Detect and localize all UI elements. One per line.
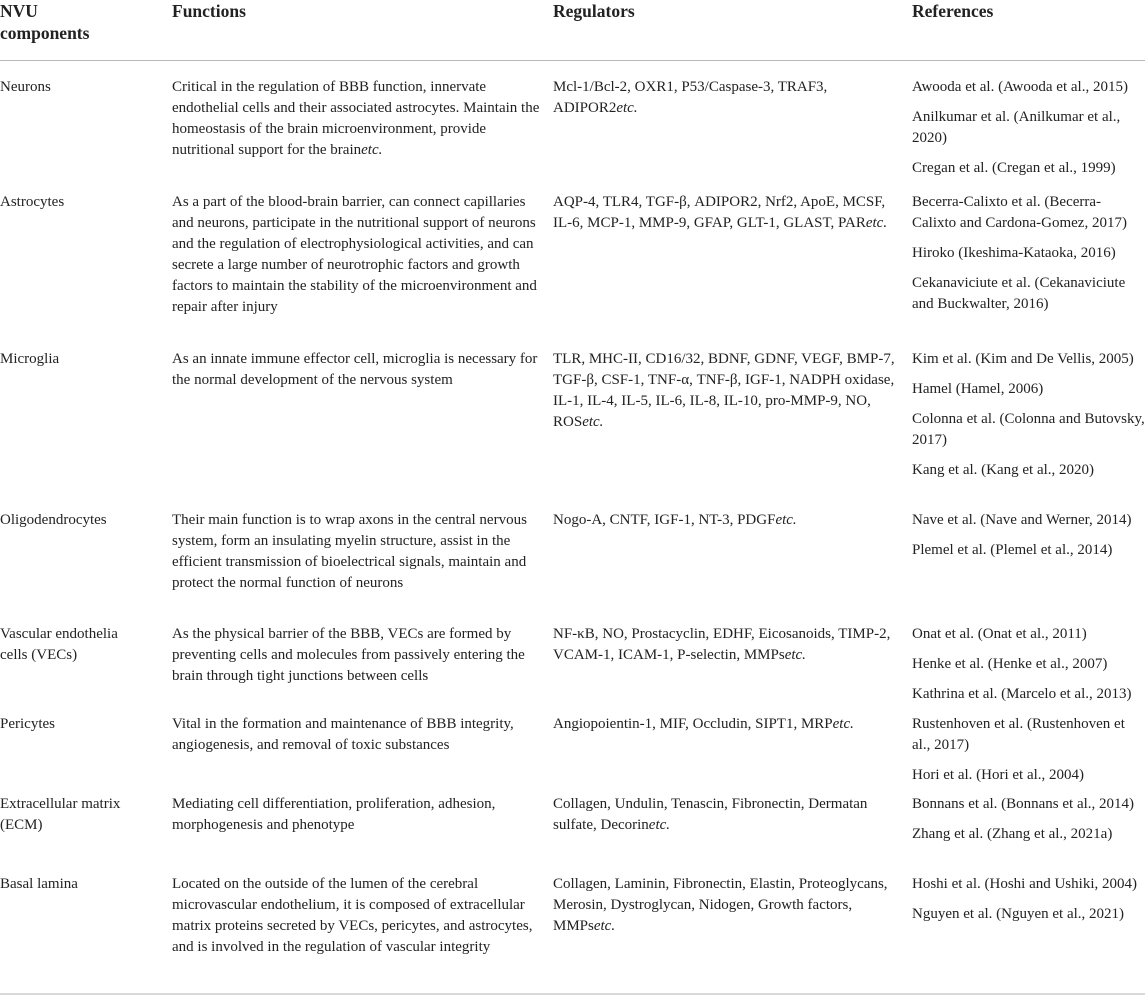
reference-item: Nguyen et al. (Nguyen et al., 2021): [912, 906, 1125, 922]
reference-item: Zhang et al. (Zhang et al., 2021a): [912, 826, 1113, 842]
regulators-etc: etc.: [865, 215, 888, 231]
regulators-text: TLR, MHC-II, CD16/32, BDNF, GDNF, VEGF, BMP-7, TGF-β, CSF-1, TNF-α, TNF-β, IGF-1, NADPH oxidase, IL-1, IL-4, IL-5, IL-6, IL-8, IL-10, pro-MMP-9, NO, ROS: [553, 351, 895, 430]
function-cell: [172, 874, 540, 958]
reference-item: Rustenhoven et al. (Rustenhoven et al., 2017): [912, 716, 1125, 753]
reference-item: Kathrina et al. (Marcelo et al., 2013): [912, 686, 1132, 702]
header-references: References: [912, 1, 994, 21]
references-cell: [912, 77, 1145, 179]
function-etc: etc.: [361, 142, 383, 158]
reference-item: Awooda et al. (Awooda et al., 2015): [912, 79, 1128, 95]
function-text: Their main function is to wrap axons in the central nervous system, form an insulating myelin structure, assist in the efficient transmission of bioelectrical signals, maintain and protect the normal function of neurons: [172, 512, 527, 591]
regulators-etc: etc.: [784, 647, 806, 663]
component-cell: Basal lamina: [0, 876, 78, 892]
component-cell: Extracellular matrix (ECM): [0, 796, 121, 833]
function-cell: [172, 624, 540, 687]
references-cell: [912, 624, 1145, 705]
component-cell: Pericytes: [0, 716, 55, 732]
regulators-etc: etc.: [775, 512, 797, 528]
function-cell: [172, 192, 540, 318]
component-cell: Astrocytes: [0, 194, 65, 210]
references-cell: [912, 349, 1145, 481]
regulators-text: Mcl-1/Bcl-2, OXR1, P53/Caspase-3, TRAF3, ADIPOR2: [553, 79, 828, 116]
references-cell: [912, 714, 1145, 786]
function-text: Critical in the regulation of BBB function, innervate endothelial cells and their associated astrocytes. Maintain the homeostasis of the brain microenvironment, provide nutritional support for the brain: [172, 79, 540, 158]
regulators-cell: [553, 192, 898, 234]
header-functions: Functions: [172, 1, 246, 21]
regulators-text: NF-κB, NO, Prostacyclin, EDHF, Eicosanoids, TIMP-2, VCAM-1, ICAM-1, P-selectin, MMPs: [553, 626, 891, 663]
regulators-cell: [553, 794, 898, 836]
header-rule: [0, 60, 1145, 61]
reference-item: Hori et al. (Hori et al., 2004): [912, 767, 1085, 783]
function-text: Vital in the formation and maintenance of BBB integrity, angiogenesis, and removal of toxic substances: [172, 716, 514, 753]
references-cell: [912, 874, 1145, 925]
regulators-text: AQP-4, TLR4, TGF-β, ADIPOR2, Nrf2, ApoE, MCSF, IL-6, MCP-1, MMP-9, GFAP, GLT-1, GLAST, PAR: [553, 194, 886, 231]
references-cell: [912, 510, 1145, 561]
function-text: As an innate immune effector cell, microglia is necessary for the normal development of the nervous system: [172, 351, 538, 388]
reference-item: Becerra-Calixto et al. (Becerra-Calixto and Cardona-Gomez, 2017): [912, 194, 1127, 231]
reference-item: Kang et al. (Kang et al., 2020): [912, 462, 1095, 478]
reference-item: Colonna et al. (Colonna and Butovsky, 2017): [912, 411, 1145, 448]
reference-item: Anilkumar et al. (Anilkumar et al., 2020): [912, 109, 1121, 146]
reference-item: Onat et al. (Onat et al., 2011): [912, 626, 1087, 642]
reference-item: Nave et al. (Nave and Werner, 2014): [912, 512, 1132, 528]
component-cell: Oligodendrocytes: [0, 512, 107, 528]
regulators-text: Nogo-A, CNTF, IGF-1, NT-3, PDGF: [553, 512, 776, 528]
regulators-etc: etc.: [648, 817, 671, 833]
references-cell: [912, 794, 1145, 845]
function-text: As the physical barrier of the BBB, VECs are formed by preventing cells and molecules from passively entering the brain through tight junctions between cells: [172, 626, 525, 684]
references-cell: [912, 192, 1145, 315]
function-cell: [172, 77, 540, 161]
function-cell: [172, 794, 540, 836]
regulators-etc: etc.: [582, 414, 604, 430]
regulators-cell: [553, 510, 898, 531]
reference-item: Hamel (Hamel, 2006): [912, 381, 1044, 397]
table-header: [0, 0, 1145, 60]
header-components: NVU components: [0, 1, 90, 43]
regulators-cell: [553, 624, 898, 666]
function-text: Located on the outside of the lumen of the cerebral microvascular endothelium, it is composed of extracellular matrix proteins secreted by VECs, pericytes, and astrocytes, and is involved in the regulation of vascular integrity: [172, 876, 533, 955]
function-text: Mediating cell differentiation, proliferation, adhesion, morphogenesis and phenotype: [172, 796, 496, 833]
reference-item: Cekanaviciute et al. (Cekanaviciute and Buckwalter, 2016): [912, 275, 1126, 312]
header-regulators: Regulators: [553, 1, 635, 21]
reference-item: Hoshi et al. (Hoshi and Ushiki, 2004): [912, 876, 1137, 892]
function-cell: [172, 510, 540, 594]
regulators-cell: [553, 874, 898, 937]
regulators-text: Angiopoientin-1, MIF, Occludin, SIPT1, MRP: [553, 716, 833, 732]
footer-rule: [0, 993, 1145, 995]
regulators-cell: [553, 714, 898, 735]
function-cell: [172, 349, 540, 391]
component-cell: Microglia: [0, 351, 60, 367]
function-text: As a part of the blood-brain barrier, can connect capillaries and neurons, participate in the nutritional support of neurons and the regulation of electrophysiological activities, and can secrete a large number of neurotrophic factors and growth factors to maintain the stability of the microenvironment and repair after injury: [172, 194, 537, 315]
regulators-etc: etc.: [593, 918, 616, 934]
reference-item: Hiroko (Ikeshima-Kataoka, 2016): [912, 245, 1116, 261]
regulators-text: Collagen, Laminin, Fibronectin, Elastin, Proteoglycans, Merosin, Dystroglycan, Nidogen, Growth factors, MMPs: [553, 876, 888, 934]
reference-item: Kim et al. (Kim and De Vellis, 2005): [912, 351, 1134, 367]
reference-item: Bonnans et al. (Bonnans et al., 2014): [912, 796, 1135, 812]
reference-item: Cregan et al. (Cregan et al., 1999): [912, 160, 1116, 176]
regulators-cell: [553, 349, 898, 433]
regulators-etc: etc.: [616, 100, 638, 116]
reference-item: Henke et al. (Henke et al., 2007): [912, 656, 1108, 672]
regulators-etc: etc.: [832, 716, 854, 732]
reference-item: Plemel et al. (Plemel et al., 2014): [912, 542, 1113, 558]
function-cell: [172, 714, 540, 756]
component-cell: Neurons: [0, 79, 51, 95]
regulators-text: Collagen, Undulin, Tenascin, Fibronectin, Dermatan sulfate, Decorin: [553, 796, 868, 833]
regulators-cell: [553, 77, 898, 119]
component-cell: Vascular endothelia cells (VECs): [0, 626, 118, 663]
